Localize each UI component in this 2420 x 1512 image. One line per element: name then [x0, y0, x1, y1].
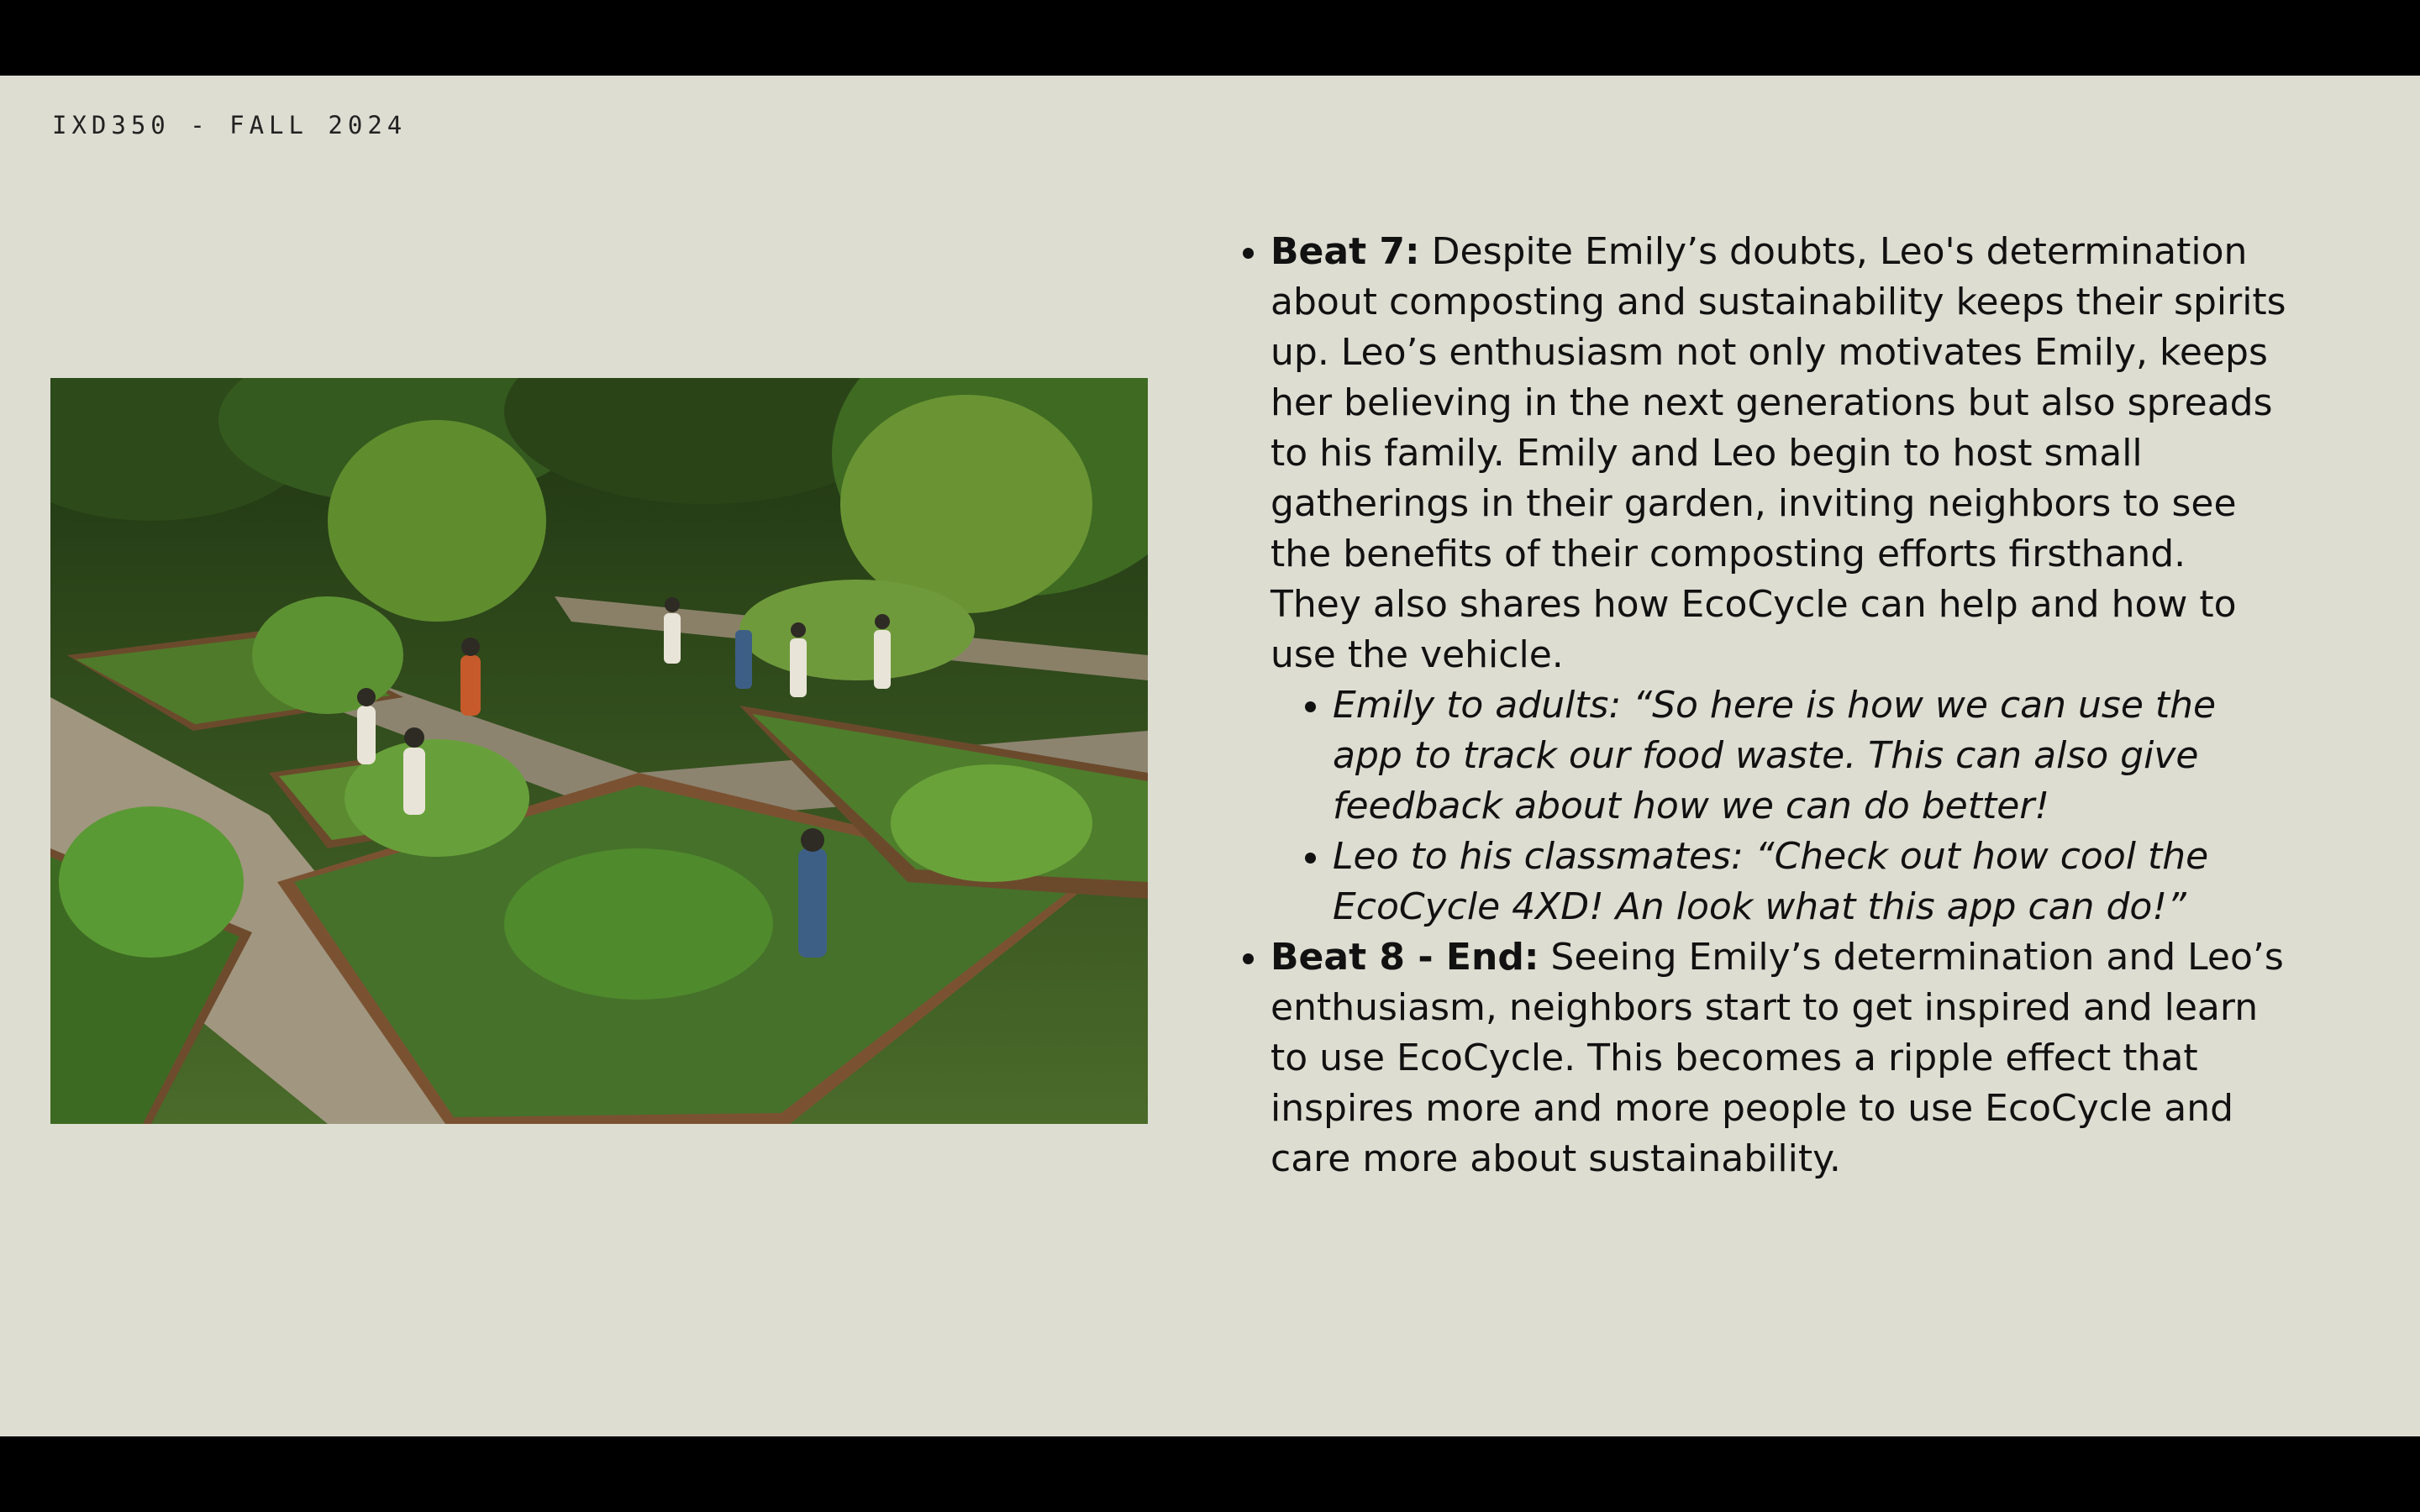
- beat-7-item: [1270, 227, 2287, 932]
- slide: [0, 76, 2420, 1436]
- beat-8-item: [1270, 932, 2287, 1184]
- beat-7-quotes: [1270, 680, 2287, 932]
- garden-photo: [50, 378, 1148, 1124]
- beat-8-label: Beat 8 - End:: [1270, 936, 1539, 979]
- letterbox-top: [0, 0, 2420, 76]
- beat-7-label: Beat 7:: [1270, 230, 1420, 273]
- beat-8-text: Seeing Emily’s determination and Leo’s enthusiasm, neighbors start to get inspired and learn to use EcoCycle. This becomes a ripple effect that inspires more and more people to use EcoCycle and care more about sustainability.: [1270, 936, 2284, 1180]
- quote-leo: • Leo to his classmates: “Check out how cool the EcoCycle 4XD! An look what this app can do!”: [1333, 832, 2287, 932]
- beats-list: [1228, 227, 2287, 1184]
- story-beats: [1228, 227, 2287, 1184]
- course-label: IXD350 - FALL 2024: [52, 111, 408, 139]
- garden-illustration: [50, 378, 1148, 1124]
- beat-7-text: Despite Emily’s doubts, Leo's determination about composting and sustainability keeps their spirits up. Leo’s enthusiasm not only motivates Emily, keeps her believing in the next generations but also spreads to his family. Emily and Leo begin to host small gatherings in their garden, inviting neighbors to see the benefits of their composting efforts firsthand. They also shares how EcoCycle can help and how to use the vehicle.: [1270, 230, 2286, 676]
- letterbox-bottom: [0, 1436, 2420, 1512]
- quote-emily: • Emily to adults: “So here is how we can use the app to track our food waste. This can also give feedback about how we can do better!: [1333, 680, 2287, 832]
